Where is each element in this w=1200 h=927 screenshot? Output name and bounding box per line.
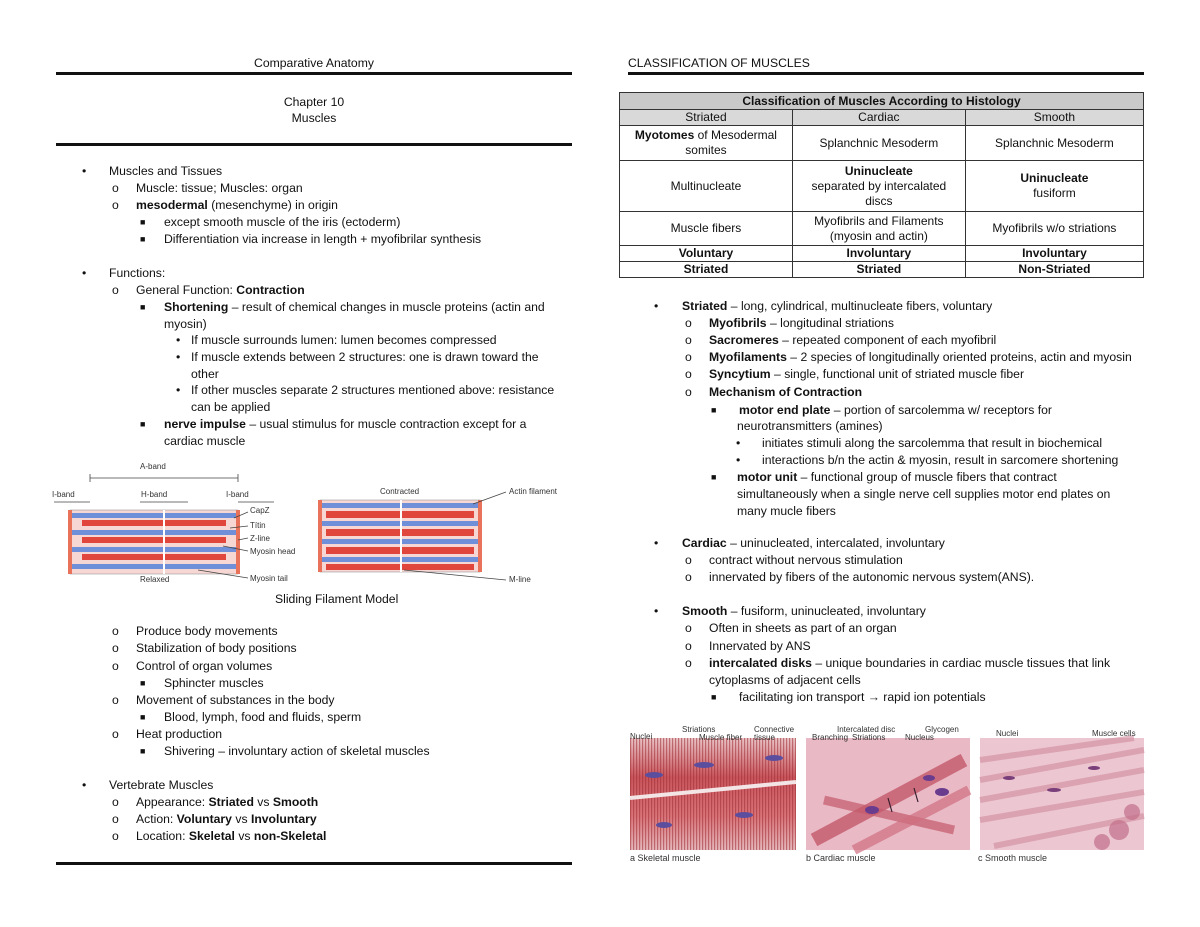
nucleus-label: Nucleus (905, 733, 934, 742)
bullet-o: o (685, 553, 692, 567)
smooth-item: Often in sheets as part of an organ (709, 621, 897, 635)
bullet-square: ■ (711, 405, 717, 415)
muscle-fiber-label: Muscle fiber (699, 733, 743, 742)
bullet-dot: • (82, 164, 87, 178)
table-cell: Uninucleate fusiform (965, 161, 1143, 212)
striated-item: Myofilaments – 2 species of longitudinally oriented proteins, actin and myosin (709, 350, 1132, 364)
role-item: Stabilization of body positions (136, 641, 297, 655)
tissues-item: mesodermal (mesenchyme) in origin (136, 198, 338, 212)
table-cell: Striated (792, 262, 965, 278)
glycogen-label: Glycogen (925, 725, 959, 734)
skeletal-micrograph (630, 738, 796, 850)
bullet-o: o (112, 641, 119, 655)
table-cell: Involuntary (965, 246, 1143, 262)
bullet-square: ■ (140, 419, 146, 429)
table-cell: Muscle fibers (620, 212, 793, 246)
shortening-item: Shortening – result of chemical changes in muscle proteins (actin and (164, 300, 545, 314)
smooth-item-cont: cytoplasms of adjacent cells (709, 673, 861, 687)
tissues-subitem: Differentiation via increase in length + myofibrilar synthesis (164, 232, 482, 246)
actin-filament-label: Actin filament (509, 487, 558, 496)
vertebrate-heading: Vertebrate Muscles (109, 778, 214, 792)
motor-unit-item: motor unit – functional group of muscle fibers that contract (737, 470, 1057, 484)
table-cell: Myotomes of Mesodermal somites (620, 126, 793, 161)
contracted-label: Contracted (380, 487, 420, 496)
role-item: Produce body movements (136, 624, 278, 638)
bullet-o: o (112, 727, 119, 741)
myosin-tail-label: Myosin tail (250, 574, 288, 583)
striations-label: Striations (682, 725, 716, 734)
smooth-item: intercalated disks – unique boundaries in cardiac muscle tissues that link (709, 656, 1111, 670)
bullet-o: o (112, 693, 119, 707)
table-cell: Splanchnic Mesoderm (792, 126, 965, 161)
chapter-number: Chapter 10 (283, 95, 345, 109)
bullet-square: ■ (140, 678, 146, 688)
sliding-filament-diagram (48, 458, 578, 590)
bullet-o: o (112, 659, 119, 673)
table-cell: Voluntary (620, 246, 793, 262)
striated-item: Syncytium – single, functional unit of striated muscle fiber (709, 367, 1025, 381)
bullet-o: o (112, 624, 119, 638)
bullet-square: ■ (140, 234, 146, 244)
cardiac-heading: Cardiac – uninucleated, intercalated, involuntary (682, 536, 945, 550)
table-header: Smooth (965, 110, 1143, 126)
cardiac-item: innervated by fibers of the autonomic nervous system(ANS). (709, 570, 1035, 584)
role-item: Movement of substances in the body (136, 693, 335, 707)
striated-item: Sacromeres – repeated component of each myofibril (709, 333, 997, 347)
shortening-detail-cont: other (191, 367, 219, 381)
motor-end-plate-detail: initiates stimuli along the sarcolemma that result in biochemical (762, 436, 1103, 450)
shortening-detail: If muscle surrounds lumen: lumen becomes compressed (191, 333, 497, 347)
smooth-item: Innervated by ANS (709, 639, 811, 653)
capz-label: CapZ (250, 506, 270, 515)
titin-label: Títin (250, 521, 266, 530)
shortening-item-cont: myosin) (164, 317, 207, 331)
vertebrate-item: Location: Skeletal vs non-Skeletal (136, 829, 327, 843)
shortening-detail-cont: can be applied (191, 400, 271, 414)
role-item: Heat production (136, 727, 223, 741)
bullet-square: ■ (140, 217, 146, 227)
top-rule-left (56, 72, 572, 75)
striations-label: Striations (852, 733, 886, 742)
role-subitem: Sphincter muscles (164, 676, 264, 690)
bullet-o: o (685, 350, 692, 364)
bullet-dot: • (654, 536, 659, 550)
smooth-micrograph (980, 738, 1144, 850)
motor-end-plate-detail: interactions b/n the actin & myosin, result in sarcomere shortening (762, 453, 1119, 467)
cardiac-micrograph (806, 738, 970, 850)
role-subitem: Shivering – involuntary action of skeletal muscles (164, 744, 430, 758)
vertebrate-item: Action: Voluntary vs Involuntary (136, 812, 317, 826)
i-band-label: I-band (52, 490, 75, 499)
tissues-subitem: except smooth muscle of the iris (ectoderm) (164, 215, 401, 229)
role-item: Control of organ volumes (136, 659, 273, 673)
m-line-label: M-line (509, 575, 531, 584)
bullet-square: ■ (711, 472, 717, 482)
motor-end-plate-cont: neurotransmitters (amines) (737, 419, 883, 433)
bullet-o: o (685, 656, 692, 670)
connective-label: Connective (754, 725, 795, 734)
chapter-title: Muscles (291, 111, 337, 125)
striated-heading: Striated – long, cylindrical, multinucleate fibers, voluntary (682, 299, 993, 313)
shortening-detail: If muscle extends between 2 structures: one is drawn toward the (191, 350, 539, 364)
bullet-dot: • (82, 778, 87, 792)
bullet-o: o (112, 198, 119, 212)
bullet-square: ■ (140, 712, 146, 722)
nuclei-label: Nuclei (996, 729, 1019, 738)
bottom-rule-left (56, 862, 572, 865)
tissue-label: tissue (754, 733, 775, 742)
table-header: Cardiac (792, 110, 965, 126)
bullet-o: o (112, 795, 119, 809)
motor-unit-cont: simultaneously when a single nerve cell supplies motor end plates on (737, 487, 1111, 501)
bullet-dot: • (736, 436, 741, 450)
histology-table (619, 92, 1144, 278)
cardiac-item: contract without nervous stimulation (709, 553, 903, 567)
table-cell: Multinucleate (620, 161, 793, 212)
relaxed-label: Relaxed (140, 575, 170, 584)
smooth-heading: Smooth – fusiform, uninucleated, involuntary (682, 604, 926, 618)
skeletal-caption: a Skeletal muscle (630, 853, 701, 863)
a-band-label: A-band (140, 462, 166, 471)
chapter-rule (56, 143, 572, 146)
vertebrate-item: Appearance: Striated vs Smooth (136, 795, 319, 809)
striated-item: Myofibrils – longitudinal striations (709, 316, 894, 330)
bullet-square: ■ (140, 302, 146, 312)
bullet-square: ■ (140, 746, 146, 756)
smooth-subitem: facilitating ion transport → rapid ion potentials (739, 690, 986, 704)
table-cell: Involuntary (792, 246, 965, 262)
i-band-label: I-band (226, 490, 249, 499)
top-rule-right (628, 72, 1144, 75)
motor-end-plate-item: motor end plate – portion of sarcolemma w/ receptors for (739, 403, 1052, 417)
table-cell: Splanchnic Mesoderm (965, 126, 1143, 161)
nuclei-label: Nuclei (630, 732, 653, 741)
bullet-o: o (685, 639, 692, 653)
bullet-dot: • (736, 453, 741, 467)
nerve-impulse-cont: cardiac muscle (164, 434, 246, 448)
course-title: Comparative Anatomy (254, 56, 374, 70)
bullet-o: o (685, 367, 692, 381)
muscle-cells-label: Muscle cells (1092, 729, 1136, 738)
branching-label: Branching (812, 733, 849, 742)
bullet-dot: • (654, 299, 659, 313)
table-cell: Striated (620, 262, 793, 278)
bullet-o: o (685, 385, 692, 399)
tissues-item: Muscle: tissue; Muscles: organ (136, 181, 303, 195)
bullet-o: o (112, 812, 119, 826)
bullet-o: o (112, 283, 119, 297)
intercalated-disc-label: Intercalated disc (837, 725, 896, 734)
diagram-caption: Sliding Filament Model (275, 592, 399, 606)
bullet-o: o (112, 181, 119, 195)
motor-unit-cont: many mucle fibers (737, 504, 836, 518)
bullet-square: ■ (711, 692, 717, 702)
bullet-dot: • (176, 350, 181, 364)
bullet-o: o (112, 829, 119, 843)
shortening-detail: If other muscles separate 2 structures mentioned above: resistance (191, 383, 555, 397)
table-cell: Myofibrils and Filaments (myosin and actin) (792, 212, 965, 246)
table-caption: Classification of Muscles According to Histology (620, 93, 1144, 110)
z-line-label: Z-line (250, 534, 271, 543)
h-band-label: H-band (141, 490, 168, 499)
bullet-dot: • (176, 383, 181, 397)
bullet-dot: • (176, 333, 181, 347)
functions-heading: Functions: (109, 266, 166, 280)
cardiac-caption: b Cardiac muscle (806, 853, 876, 863)
table-header: Striated (620, 110, 793, 126)
classification-title: CLASSIFICATION OF MUSCLES (628, 56, 810, 70)
myosin-head-label: Myosin head (250, 547, 296, 556)
bullet-dot: • (82, 266, 87, 280)
smooth-caption: c Smooth muscle (978, 853, 1048, 863)
table-cell: Non-Striated (965, 262, 1143, 278)
bullet-o: o (685, 570, 692, 584)
bullet-o: o (685, 621, 692, 635)
table-cell: Myofibrils w/o striations (965, 212, 1143, 246)
role-subitem: Blood, lymph, food and fluids, sperm (164, 710, 362, 724)
striated-item: Mechanism of Contraction (709, 385, 863, 399)
bullet-o: o (685, 316, 692, 330)
tissues-heading: Muscles and Tissues (109, 164, 223, 178)
table-cell: Uninucleate separated by intercalated discs (792, 161, 965, 212)
bullet-dot: • (654, 604, 659, 618)
general-function: General Function: Contraction (136, 283, 305, 297)
nerve-impulse-item: nerve impulse – usual stimulus for muscle contraction except for a (164, 417, 527, 431)
bullet-o: o (685, 333, 692, 347)
